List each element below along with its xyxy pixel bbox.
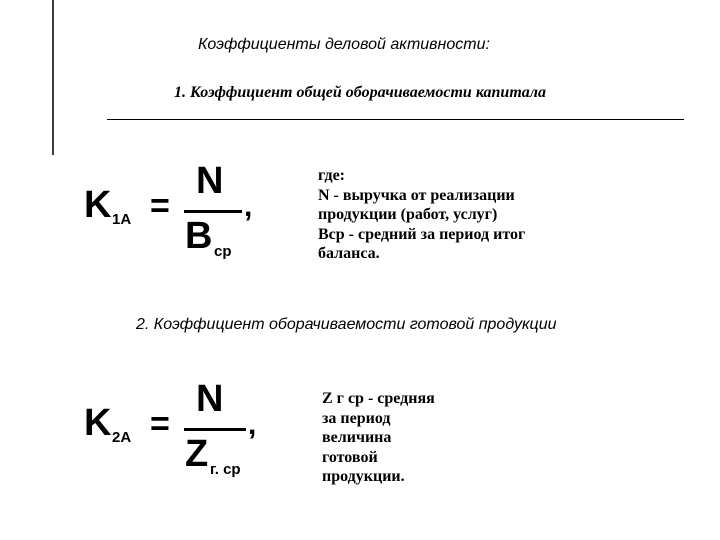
formula-k2a-denominator-subscript: г. ср bbox=[210, 461, 241, 478]
formula-k1a-comma: , bbox=[244, 190, 253, 223]
formula-k2a-numerator: N bbox=[196, 378, 224, 420]
formula-k1a-denominator-subscript: ср bbox=[214, 243, 232, 260]
page-heading: Коэффициенты деловой активности: bbox=[198, 36, 490, 53]
formula-k1a-lhs: K bbox=[84, 184, 112, 226]
formula-k1a-lhs-subscript: 1A bbox=[112, 211, 132, 228]
formula-k2a-comma: , bbox=[248, 408, 257, 441]
horizontal-divider bbox=[107, 119, 684, 120]
formula-k2a-lhs-subscript: 2A bbox=[112, 429, 132, 446]
section-2-legend: Z г ср - средняя за период величина готовой продукции. bbox=[322, 390, 435, 485]
left-accent-bar bbox=[52, 0, 54, 155]
formula-k2a bbox=[84, 380, 284, 485]
formula-k2a-equals: = bbox=[150, 405, 170, 443]
formula-k1a-denominator: B bbox=[185, 215, 213, 257]
formula-k2a-fraction-bar bbox=[184, 428, 246, 431]
formula-k1a-numerator: N bbox=[196, 160, 224, 202]
formula-k2a-lhs: K bbox=[84, 402, 112, 444]
formula-k1a bbox=[84, 162, 284, 267]
section-1-title: 1. Коэффициент общей оборачиваемости капитала bbox=[174, 84, 546, 101]
section-1-legend: где: N - выручка от реализации продукции (работ, услуг) Вср - средний за период итог баланса. bbox=[318, 167, 526, 262]
section-2-title: 2. Коэффициент оборачиваемости готовой продукции bbox=[136, 316, 557, 333]
formula-k1a-fraction-bar bbox=[184, 210, 242, 213]
formula-k2a-denominator: Z bbox=[185, 433, 209, 475]
formula-k1a-equals: = bbox=[150, 187, 170, 225]
